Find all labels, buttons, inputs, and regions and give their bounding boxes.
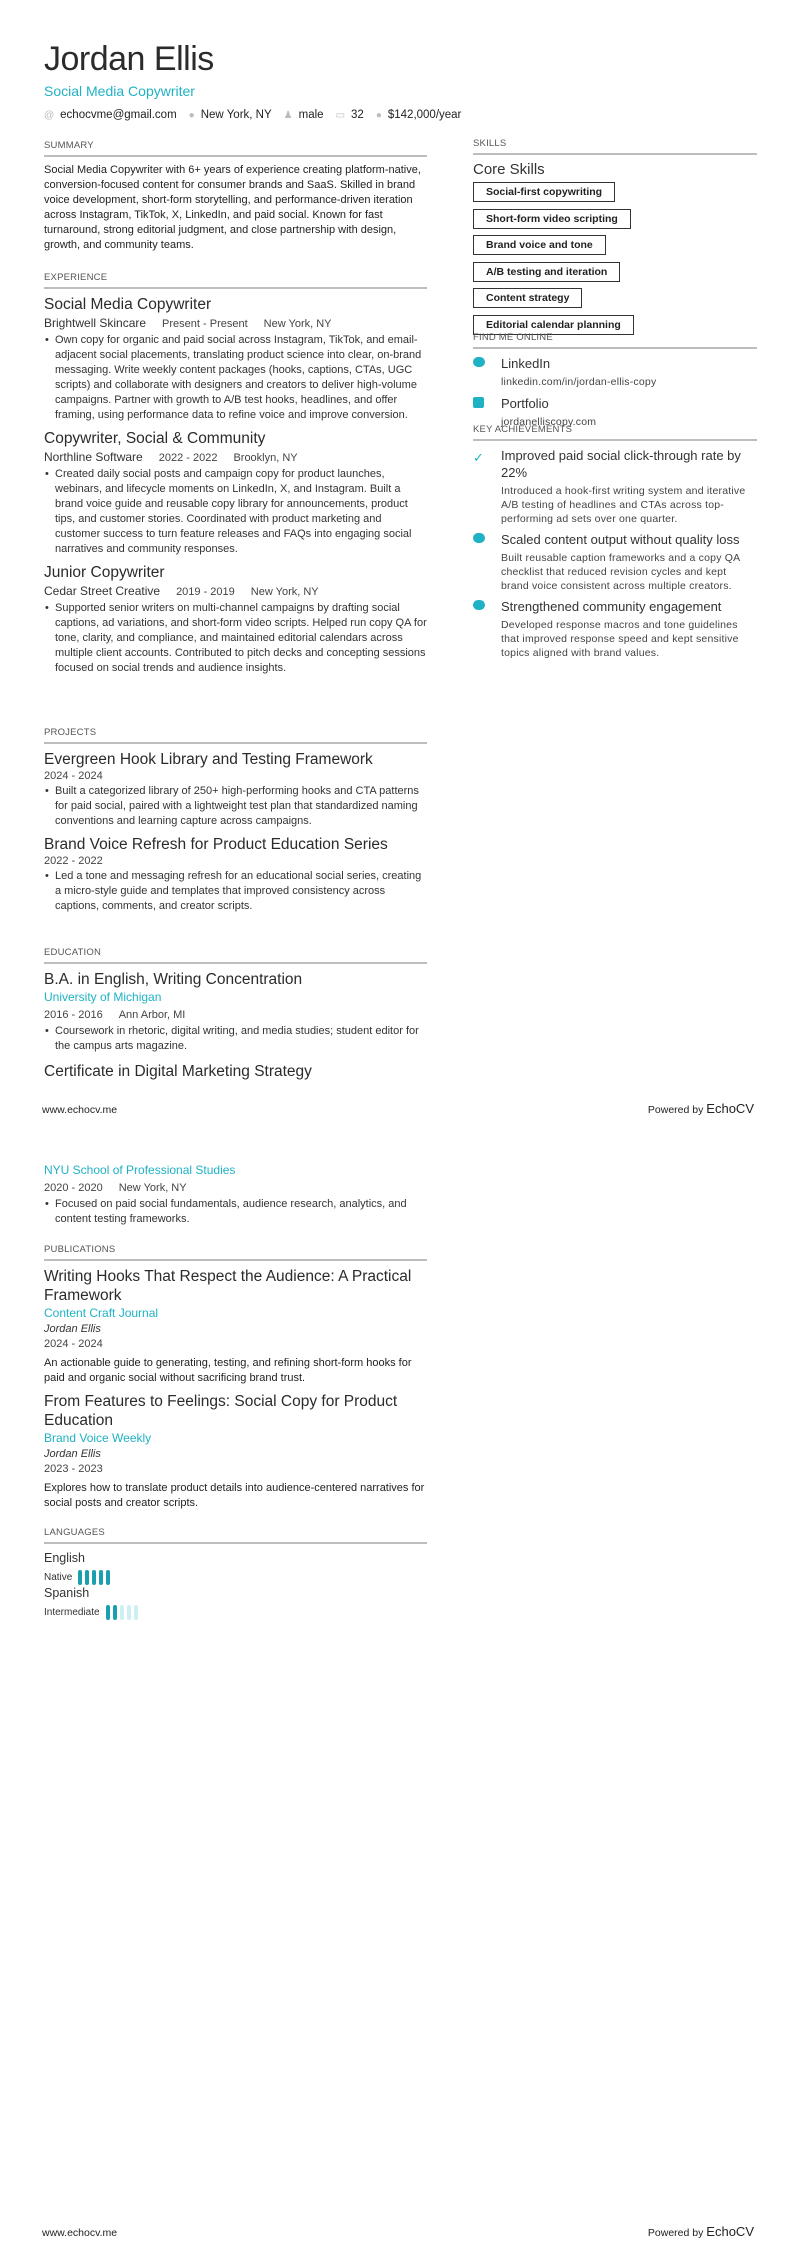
publisher: Brand Voice Weekly	[44, 1431, 152, 1445]
language-level-row	[44, 1570, 239, 1585]
contact-line	[44, 109, 461, 121]
contact-text: New York, NY	[200, 109, 272, 121]
section-heading: SKILLS	[473, 138, 757, 155]
calendar-icon: ▭	[335, 109, 346, 121]
footer-site[interactable]: www.echocv.me	[42, 1104, 118, 1116]
skill-tag: A/B testing and iteration	[473, 262, 620, 282]
edu-bullet: • Coursework in rhetoric, digital writing, and media studies; student editor for the campus arts magazine.	[44, 1024, 427, 1054]
skill-tag: Brand voice and tone	[473, 235, 606, 255]
money-icon: ●	[375, 109, 382, 121]
link-label[interactable]: LinkedIn	[501, 356, 551, 371]
publications-section	[44, 1244, 427, 1517]
link-url[interactable]: linkedin.com/in/jordan-ellis-copy	[501, 376, 657, 388]
edu-dates: 2016 - 2016	[44, 1009, 103, 1021]
achievement-title: Strengthened community engagement	[501, 599, 722, 614]
summary-text: Social Media Copywriter with 6+ years of experience creating platform-native, conversion-focused content for consumer brands and SaaS. Skilled in brand voice development, short-form storytelling, and performance-driven iteration across Instagram, TikTok, X, LinkedIn, and paid social. Known for fast turnaround, strong editorial judgment, and close partnership with design, growth, and community teams.	[44, 164, 421, 251]
contact-text: male	[298, 109, 324, 121]
achievements-section	[473, 424, 757, 665]
publication-title: From Features to Feelings: Social Copy for Product Education	[44, 1393, 398, 1429]
school: University of Michigan	[44, 990, 162, 1004]
skill-group-title: Core Skills	[473, 161, 545, 178]
project-dates: 2022 - 2022	[44, 855, 103, 867]
achievement-text	[501, 598, 757, 660]
achievement-item	[473, 598, 757, 660]
publication-desc: An actionable guide to generating, testing, and refining short-form hooks for paid and organic social without sacrificing brand trust.	[44, 1357, 412, 1384]
project-item	[44, 750, 427, 829]
degree: Certificate in Digital Marketing Strategy	[44, 1063, 312, 1080]
brand-name: EchoCV	[706, 2224, 754, 2239]
achievement-title: Scaled content output without quality loss	[501, 532, 740, 547]
publication-item	[44, 1267, 427, 1386]
company: Cedar Street Creative	[44, 584, 161, 598]
job-dates: Present - Present	[162, 318, 248, 330]
publication-title: Writing Hooks That Respect the Audience: A Practical Framework	[44, 1268, 412, 1304]
proficiency-bar	[120, 1605, 124, 1620]
footer-site[interactable]: www.echocv.me	[42, 2227, 118, 2239]
check-badge-icon	[473, 600, 485, 660]
job-bullet: • Supported senior writers on multi-channel campaigns by drafting social captions, ad variations, and short-form video scripts. Helped run copy QA for tone, clarity, and compliance, and maintained editorial calendars across multiple client accounts. Contributed to pitch decks and concepting sessions focused on social trends and audience insights.	[44, 601, 427, 676]
project-bullet: • Built a categorized library of 250+ high-performing hooks and CTA patterns for paid social, paired with a lightweight test plan that standardized naming conventions and learning capture across campaigns.	[44, 784, 427, 829]
skill-tag: Content strategy	[473, 288, 582, 308]
candidate-name: Jordan Ellis	[44, 40, 214, 78]
achievement-item	[473, 447, 757, 526]
online-link[interactable]	[473, 355, 757, 389]
language-item	[44, 1550, 239, 1585]
skill-tag: Editorial calendar planning	[473, 315, 634, 335]
edu-location: Ann Arbor, MI	[118, 1009, 186, 1021]
proficiency-bar	[106, 1570, 110, 1585]
experience-item	[44, 295, 427, 423]
speech-bubble-icon	[473, 533, 485, 593]
section-heading: PUBLICATIONS	[44, 1244, 427, 1261]
publication-dates: 2024 - 2024	[44, 1338, 103, 1350]
proficiency-bar	[113, 1605, 117, 1620]
job-meta	[44, 582, 427, 601]
section-heading: EXPERIENCE	[44, 272, 427, 289]
section-heading: FIND ME ONLINE	[473, 332, 757, 349]
brand-name: EchoCV	[706, 1101, 754, 1116]
project-bullet: • Led a tone and messaging refresh for an educational social series, creating a micro-style guide and templates that improved consistency across captions, comments, and creator scripts.	[44, 869, 427, 914]
publication-author: Jordan Ellis	[44, 1323, 101, 1335]
job-location: Brooklyn, NY	[233, 452, 298, 464]
language-item	[44, 1585, 239, 1620]
school: NYU School of Professional Studies	[44, 1163, 236, 1177]
education-section	[44, 947, 427, 1081]
link-url[interactable]: jordanelliscopy.com	[501, 416, 597, 428]
experience-item	[44, 563, 427, 676]
section-heading: PROJECTS	[44, 727, 427, 744]
edu-dates: 2020 - 2020	[44, 1182, 103, 1194]
chat-bubble-icon	[473, 357, 485, 389]
job-location: New York, NY	[263, 318, 332, 330]
job-title: Junior Copywriter	[44, 564, 165, 581]
job-meta	[44, 448, 427, 467]
achievement-title: Improved paid social click-through rate by 22%	[501, 448, 741, 480]
language-level-row	[44, 1605, 239, 1620]
skill-tag: Short-form video scripting	[473, 209, 631, 229]
edu-meta	[44, 1179, 427, 1197]
job-dates: 2019 - 2019	[176, 586, 235, 598]
company: Northline Software	[44, 450, 143, 464]
section-heading: EDUCATION	[44, 947, 427, 964]
proficiency-bar	[85, 1570, 89, 1585]
achievement-item	[473, 531, 757, 593]
footer-powered	[648, 1101, 754, 1116]
resume-page-2	[0, 1123, 794, 2246]
proficiency-bar	[127, 1605, 131, 1620]
powered-label: Powered by	[647, 2227, 704, 2239]
edu-bullet: • Focused on paid social fundamentals, audience research, analytics, and content testing frameworks.	[44, 1197, 427, 1227]
experience-item	[44, 429, 427, 557]
proficiency-bar	[92, 1570, 96, 1585]
language-level: Native	[44, 1572, 73, 1583]
achievement-text	[501, 447, 757, 526]
link-label[interactable]: Portfolio	[501, 396, 549, 411]
degree: B.A. in English, Writing Concentration	[44, 971, 303, 988]
project-title: Brand Voice Refresh for Product Education Series	[44, 836, 388, 853]
job-meta	[44, 314, 427, 333]
publication-desc: Explores how to translate product details into audience-centered narratives for social posts and creator scripts.	[44, 1482, 425, 1509]
publisher: Content Craft Journal	[44, 1306, 159, 1320]
candidate-title: Social Media Copywriter	[44, 83, 195, 99]
proficiency-bar	[99, 1570, 103, 1585]
job-bullet: • Created daily social posts and campaign copy for product launches, webinars, and lifecycle moments on LinkedIn, X, and Instagram. Built a brand voice guide and reusable copy library for announcements, product tips, and customer stories. Coordinated with product marketing and customer success to turn feature releases and FAQs into engaging social narratives and community responses.	[44, 467, 427, 557]
job-title: Social Media Copywriter	[44, 296, 212, 313]
link-text	[501, 355, 656, 389]
section-heading: LANGUAGES	[44, 1527, 427, 1544]
check-icon: ✓	[473, 450, 484, 465]
person-icon: ♟	[283, 109, 293, 121]
publication-dates: 2023 - 2023	[44, 1463, 103, 1475]
proficiency-bar	[106, 1605, 110, 1620]
proficiency-bar	[78, 1570, 82, 1585]
company: Brightwell Skincare	[44, 316, 147, 330]
projects-section	[44, 727, 427, 920]
project-title: Evergreen Hook Library and Testing Framework	[44, 751, 373, 768]
project-dates: 2024 - 2024	[44, 770, 103, 782]
email-text: echocvme@gmail.com	[60, 109, 177, 121]
experience-section	[44, 272, 427, 682]
footer-powered	[648, 2224, 754, 2239]
achievement-desc: Built reusable caption frameworks and a copy QA checklist that reduced revision cycles and kept brand voice consistent across multiple creators.	[501, 552, 740, 592]
online-section	[473, 332, 757, 435]
powered-label: Powered by	[647, 1104, 704, 1116]
edu-location: New York, NY	[118, 1182, 187, 1194]
achievement-text	[501, 531, 757, 593]
contact-text: $142,000/year	[387, 109, 462, 121]
summary-section	[44, 140, 427, 253]
skill-tag: Social-first copywriting	[473, 182, 615, 202]
language-name: Spanish	[44, 1586, 90, 1600]
publication-author: Jordan Ellis	[44, 1448, 101, 1460]
job-title: Copywriter, Social & Community	[44, 430, 266, 447]
location-pin-icon: ●	[188, 109, 195, 121]
project-item	[44, 835, 427, 914]
job-bullet: • Own copy for organic and paid social across Instagram, TikTok, and email-adjacent social placements, translating product science into clear, on-brand messaging. Write weekly content packages (hooks, captions, CTAs, UGC scripts) and collaborate with designers and creators to deliver high-volume campaigns. Partner with growth to A/B test hooks, headlines, and offer framing, using performance data to refine voice and improve conversion.	[44, 333, 427, 423]
achievement-desc: Developed response macros and tone guidelines that improved response speed and kept sensitive topics aligned with brand values.	[501, 619, 739, 659]
skills-section	[473, 138, 757, 341]
achievement-desc: Introduced a hook-first writing system and iterative A/B testing of headlines and CTAs across top-performing ad sets over one quarter.	[501, 485, 746, 525]
proficiency-bars	[106, 1605, 138, 1620]
proficiency-bars	[78, 1570, 110, 1585]
at-icon: @	[44, 109, 55, 121]
education-continued	[44, 1162, 427, 1227]
section-heading: SUMMARY	[44, 140, 427, 157]
contact-text: 32	[351, 109, 364, 121]
education-item	[44, 970, 427, 1054]
edu-meta	[44, 1006, 427, 1024]
job-dates: 2022 - 2022	[158, 452, 218, 464]
language-name: English	[44, 1551, 85, 1565]
job-location: New York, NY	[250, 586, 319, 598]
section-heading: KEY ACHIEVEMENTS	[473, 424, 757, 441]
proficiency-bar	[134, 1605, 138, 1620]
language-level: Intermediate	[44, 1607, 100, 1618]
publication-item	[44, 1392, 427, 1511]
languages-section	[44, 1527, 427, 1620]
